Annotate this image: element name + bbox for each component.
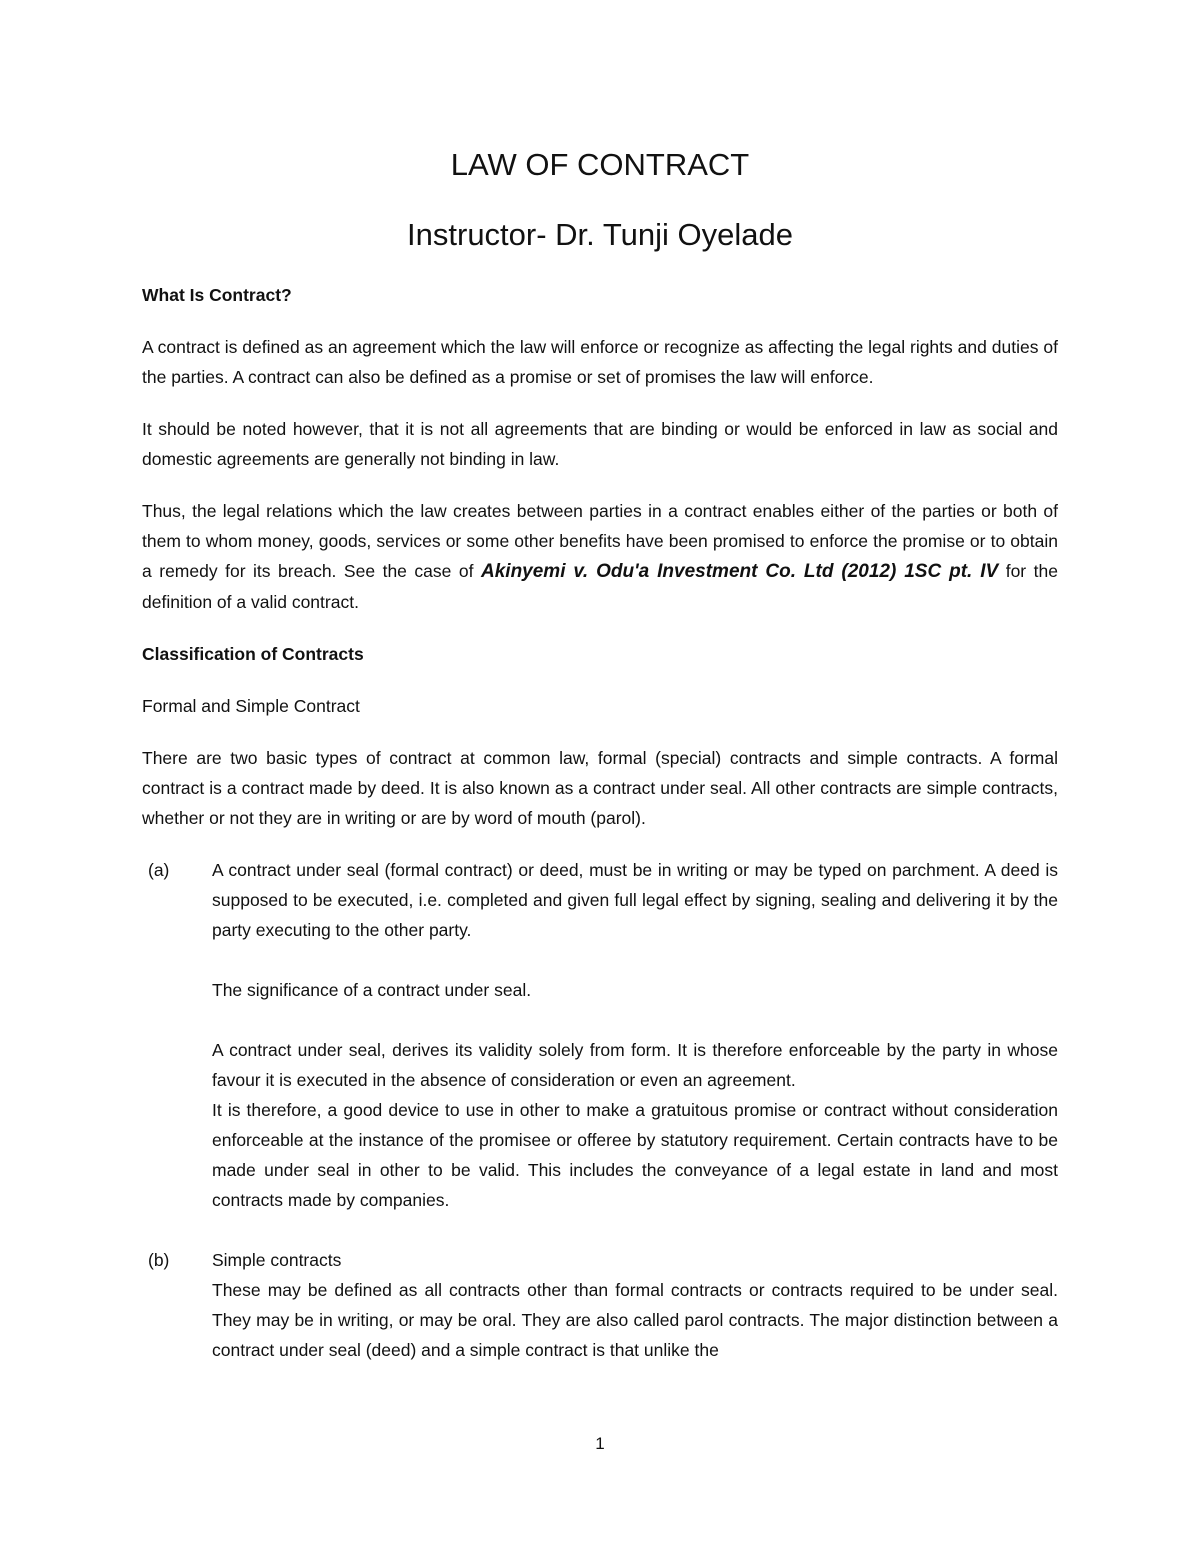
list-item-a xyxy=(142,855,1058,1215)
instructor-line: Instructor- Dr. Tunji Oyelade xyxy=(407,217,793,252)
legal-relations-text: Thus, the legal relations which the law creates between parties in a contract enables either of the parties or both of them to whom money, goods, services or some other benefits have been promised to enforce the promise or to obtain a remedy for its breach. See the case of xyxy=(142,501,1058,581)
case-citation: Akinyemi v. Odu'a Investment Co. Ltd (2012) 1SC pt. IV xyxy=(481,561,999,582)
paragraph-basic-types: There are two basic types of contract at common law, formal (special) contracts and simple contracts. A formal contract is a contract made by deed. It is also known as a contract under seal. All other contracts are simple contracts, whether or not they are in writing or are by word of mouth (parol). xyxy=(142,748,1058,828)
item-a-deed: A contract under seal (formal contract) or deed, must be in writing or may be typed on parchment. A deed is supposed to be executed, i.e. completed and given full legal effect by signing, sealing and delivering it by the party executing to the other party. xyxy=(212,860,1058,940)
subheading-formal-simple: Formal and Simple Contract xyxy=(142,696,360,716)
legal-relations-tail: for the definition of a valid contract. xyxy=(142,561,1058,612)
item-a-significance: The significance of a contract under seal. xyxy=(212,980,532,1000)
page-number: 1 xyxy=(595,1434,605,1453)
heading-classification: Classification of Contracts xyxy=(142,644,364,664)
document-body xyxy=(142,280,1058,1365)
document-title: LAW OF CONTRACT xyxy=(450,147,750,182)
item-b-title: Simple contracts xyxy=(212,1250,342,1270)
list-item-b xyxy=(142,1245,1058,1365)
paragraph-note: It should be noted however, that it is not all agreements that are binding or would be enforced in law as social and domestic agreements are generally not binding in law. xyxy=(142,419,1058,469)
heading-what-is-contract: What Is Contract? xyxy=(142,285,292,305)
list-marker-b: (b) xyxy=(148,1250,170,1270)
list-marker-a: (a) xyxy=(148,860,170,880)
paragraph-legal-relations xyxy=(142,496,1058,617)
item-b-definition: These may be defined as all contracts other than formal contracts or contracts required to be under seal. They may be in writing, or may be oral. They are also called parol contracts. The major distinction between a contract under seal (deed) and a simple contract is that unlike the xyxy=(212,1280,1058,1360)
paragraph-definition: A contract is defined as an agreement which the law will enforce or recognize as affecting the legal rights and duties of the parties. A contract can also be defined as a promise or set of promises the law will enforce. xyxy=(142,337,1058,387)
item-a-validity: A contract under seal, derives its validity solely from form. It is therefore enforceable by the party in whose favour it is executed in the absence of consideration or even an agreement. xyxy=(212,1040,1058,1090)
item-a-device: It is therefore, a good device to use in other to make a gratuitous promise or contract without consideration enforceable at the instance of the promisee or offeree by statutory requirement. Certain contracts have to be made under seal in other to be valid. This includes the conveyance of a legal estate in land and most contracts made by companies. xyxy=(212,1100,1058,1210)
